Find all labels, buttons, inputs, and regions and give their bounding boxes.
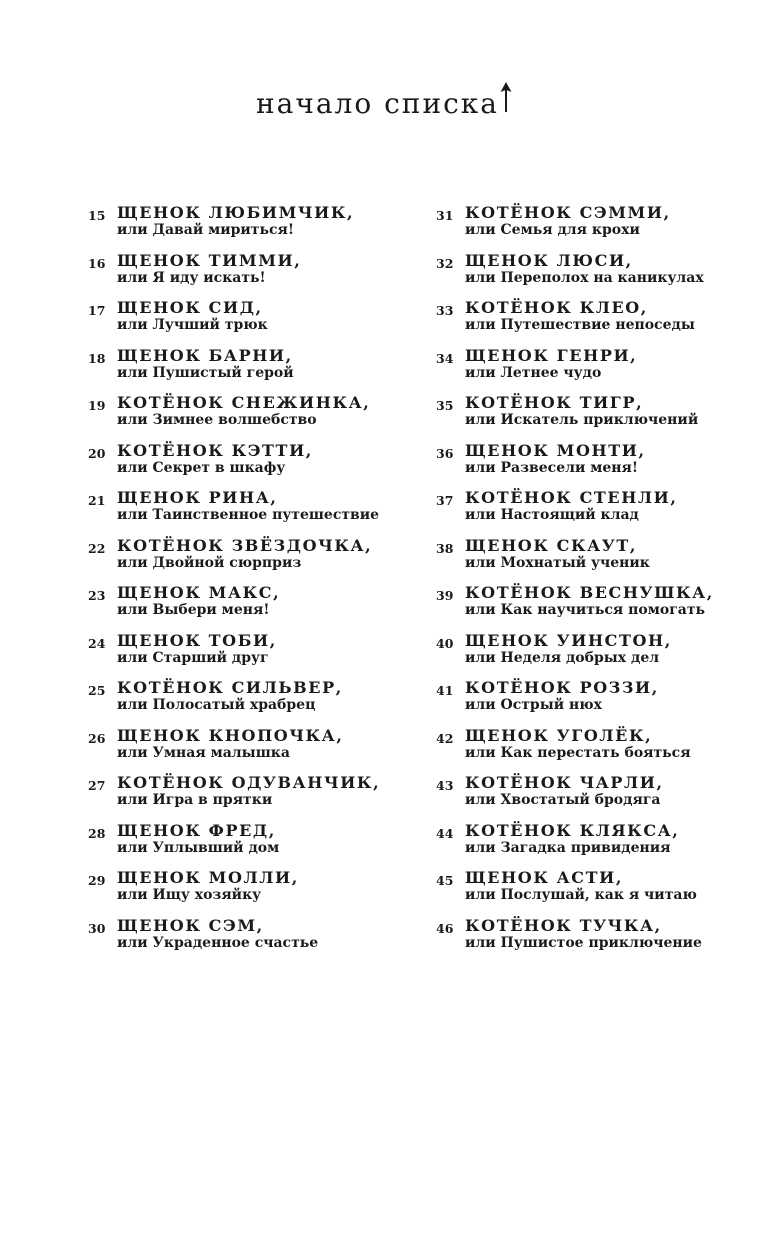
book-number: 40	[436, 635, 454, 651]
book-title: КОТЁНОК ВЕСНУШКА,	[465, 583, 714, 602]
book-entry	[88, 537, 408, 585]
book-title: ЩЕНОК АСТИ,	[465, 868, 624, 887]
book-entry	[436, 727, 756, 775]
book-subtitle: или Искатель приключений	[465, 412, 699, 428]
book-subtitle: или Давай мириться!	[117, 222, 294, 238]
book-entry	[88, 632, 408, 680]
book-subtitle: или Полосатый храбрец	[117, 697, 316, 713]
book-title: КОТЁНОК ЧАРЛИ,	[465, 773, 664, 792]
book-entry	[436, 679, 756, 727]
book-title: ЩЕНОК МОНТИ,	[465, 440, 646, 460]
book-entry	[88, 252, 408, 300]
page-title	[0, 84, 768, 125]
book-entry	[88, 489, 408, 537]
book-list-left	[88, 204, 408, 964]
book-number: 41	[436, 683, 454, 698]
book-entry	[436, 299, 756, 347]
book-title: КОТЁНОК КЛЕО,	[465, 298, 648, 317]
book-subtitle: или Переполох на каникулах	[465, 269, 704, 286]
book-subtitle: или Как научиться помогать	[465, 602, 706, 618]
book-entry	[88, 869, 408, 917]
book-number: 44	[436, 825, 454, 841]
book-subtitle: или Развесели меня!	[465, 459, 639, 476]
book-entry	[88, 727, 408, 775]
book-title: КОТЁНОК ЗВЁЗДОЧКА,	[117, 535, 373, 555]
book-entry	[88, 442, 408, 490]
book-title: ЩЕНОК ЛЮБИМЧИК,	[117, 203, 355, 222]
book-number: 26	[88, 730, 106, 746]
book-number: 42	[436, 730, 454, 746]
book-number: 38	[436, 540, 454, 556]
book-number: 25	[88, 683, 106, 698]
book-subtitle: или Неделя добрых дел	[465, 649, 660, 666]
book-entry	[436, 537, 756, 585]
book-number: 35	[436, 398, 454, 413]
book-title: ЩЕНОК РИНА,	[117, 488, 278, 507]
book-entry	[436, 489, 756, 537]
book-number: 18	[88, 350, 106, 366]
book-title: КОТЁНОК ТУЧКА,	[465, 915, 662, 935]
book-entry	[88, 394, 408, 442]
book-number: 37	[436, 493, 454, 508]
book-number: 24	[88, 635, 106, 651]
book-number: 31	[436, 208, 454, 223]
book-title: КОТЁНОК РОЗЗИ,	[465, 678, 659, 697]
book-number: 21	[88, 493, 106, 508]
book-entry	[88, 679, 408, 727]
book-title: ЩЕНОК МОЛЛИ,	[117, 868, 299, 887]
book-title: КОТЁНОК СНЕЖИНКА,	[117, 393, 371, 412]
book-list-right	[436, 204, 756, 964]
book-entry	[436, 822, 756, 870]
book-subtitle: или Старший друг	[117, 649, 269, 666]
book-subtitle: или Двойной сюрприз	[117, 554, 302, 571]
book-title: ЩЕНОК ФРЕД,	[117, 820, 276, 840]
book-title: ЩЕНОК ТОБИ,	[117, 630, 277, 650]
book-subtitle: или Семья для крохи	[465, 222, 640, 238]
book-number: 17	[88, 303, 106, 318]
book-entry	[88, 822, 408, 870]
book-entry	[88, 584, 408, 632]
book-entry	[88, 299, 408, 347]
book-subtitle: или Пушистое приключение	[465, 934, 702, 951]
book-entry	[436, 584, 756, 632]
book-entry	[436, 394, 756, 442]
book-subtitle: или Хвостатый бродяга	[465, 792, 661, 808]
book-title: КОТЁНОК КЛЯКСА,	[465, 820, 680, 840]
book-entry	[436, 252, 756, 300]
book-entry	[436, 442, 756, 490]
book-title: ЩЕНОК СИД,	[117, 298, 263, 317]
book-entry	[88, 204, 408, 252]
book-subtitle: или Послушай, как я читаю	[465, 887, 697, 903]
book-subtitle: или Настоящий клад	[465, 507, 639, 523]
book-number: 22	[88, 540, 106, 556]
page-title-text: начало списка	[256, 87, 499, 120]
book-subtitle: или Мохнатый ученик	[465, 554, 650, 571]
book-number: 29	[88, 873, 106, 888]
book-entry	[88, 347, 408, 395]
book-title: ЩЕНОК УГОЛЁК,	[465, 725, 653, 745]
book-number: 23	[88, 588, 106, 603]
book-subtitle: или Как перестать бояться	[465, 744, 691, 761]
book-subtitle: или Игра в прятки	[117, 792, 273, 808]
book-title: ЩЕНОК МАКС,	[117, 583, 281, 602]
book-number: 15	[88, 208, 106, 223]
book-title: ЩЕНОК СЭМ,	[117, 915, 264, 935]
book-entry	[436, 347, 756, 395]
book-title: ЩЕНОК ЛЮСИ,	[465, 250, 633, 270]
book-number: 27	[88, 778, 106, 793]
book-number: 45	[436, 873, 454, 888]
book-title: КОТЁНОК СЭММИ,	[465, 203, 671, 222]
book-title: КОТЁНОК ТИГР,	[465, 393, 644, 412]
book-title: ЩЕНОК УИНСТОН,	[465, 630, 672, 650]
book-entry	[436, 774, 756, 822]
book-subtitle: или Украденное счастье	[117, 934, 319, 951]
book-number: 20	[88, 445, 106, 461]
book-entry	[436, 204, 756, 252]
book-number: 30	[88, 920, 106, 936]
book-subtitle: или Путешествие непоседы	[465, 317, 695, 333]
book-title: КОТЁНОК КЭТТИ,	[117, 440, 313, 460]
book-number: 16	[88, 255, 106, 271]
book-subtitle: или Умная малышка	[117, 744, 290, 761]
book-number: 28	[88, 825, 106, 841]
book-subtitle: или Летнее чудо	[465, 364, 602, 381]
book-entry	[436, 869, 756, 917]
book-title: ЩЕНОК КНОПОЧКА,	[117, 725, 344, 745]
book-entry	[436, 917, 756, 965]
book-number: 39	[436, 588, 454, 603]
book-number: 46	[436, 920, 454, 936]
book-number: 43	[436, 778, 454, 793]
book-number: 19	[88, 398, 106, 413]
book-number: 34	[436, 350, 454, 366]
book-subtitle: или Лучший трюк	[117, 317, 268, 333]
book-title: ЩЕНОК ТИММИ,	[117, 250, 302, 270]
book-entry	[436, 632, 756, 680]
book-title: КОТЁНОК СТЕНЛИ,	[465, 488, 678, 507]
book-subtitle: или Выбери меня!	[117, 602, 270, 618]
arrow-up-icon	[500, 82, 512, 123]
book-subtitle: или Ищу хозяйку	[117, 887, 262, 903]
book-subtitle: или Зимнее волшебство	[117, 412, 317, 428]
book-number: 36	[436, 445, 454, 461]
book-entry	[88, 917, 408, 965]
book-title: ЩЕНОК ГЕНРИ,	[465, 345, 638, 365]
book-subtitle: или Загадка привидения	[465, 839, 671, 856]
book-title: ЩЕНОК СКАУТ,	[465, 535, 638, 555]
book-number: 32	[436, 255, 454, 271]
book-subtitle: или Острый нюх	[465, 697, 602, 713]
book-number: 33	[436, 303, 454, 318]
book-title: ЩЕНОК БАРНИ,	[117, 345, 293, 365]
book-subtitle: или Таинственное путешествие	[117, 507, 380, 523]
book-title: КОТЁНОК СИЛЬВЕР,	[117, 678, 343, 697]
book-subtitle: или Уплывший дом	[117, 839, 280, 856]
book-title: КОТЁНОК ОДУВАНЧИК,	[117, 773, 381, 792]
book-subtitle: или Пушистый герой	[117, 364, 294, 381]
book-entry	[88, 774, 408, 822]
book-subtitle: или Я иду искать!	[117, 269, 266, 286]
book-subtitle: или Секрет в шкафу	[117, 459, 286, 476]
